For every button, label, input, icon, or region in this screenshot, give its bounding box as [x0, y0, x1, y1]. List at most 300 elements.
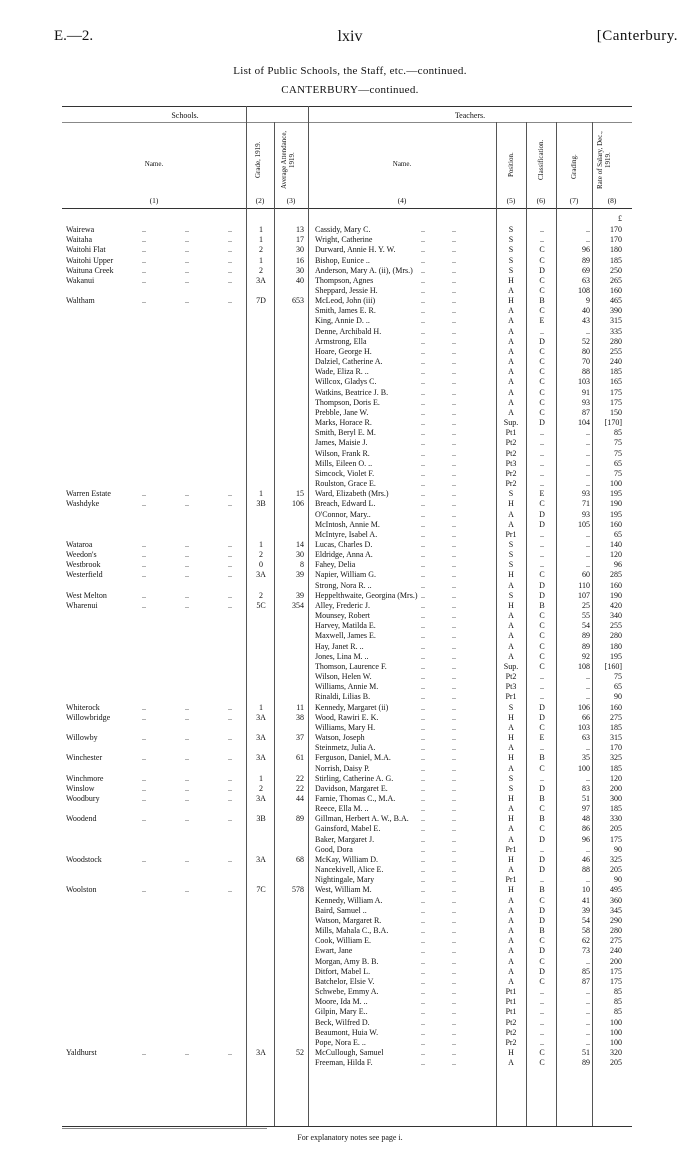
teacher-name: Simcock, Violet F. — [315, 468, 375, 478]
teacher-classification: C — [539, 804, 545, 814]
leader-dots: .. — [142, 1048, 146, 1057]
leader-dots: .. — [452, 854, 456, 864]
leader-dots: .. — [452, 479, 456, 488]
school-grade: 1 — [259, 255, 263, 265]
leader-dots: .. — [421, 773, 425, 783]
leader-dots: .. — [452, 600, 456, 610]
teacher-name: James, Maisie J. — [315, 438, 368, 448]
table-row — [0, 672, 700, 682]
school-name: Woodbury — [66, 794, 100, 803]
leader-dots: .. — [421, 1017, 425, 1027]
teacher-name: Gilpin, Mary E.. — [315, 1007, 368, 1017]
leader-dots: .. — [185, 814, 189, 824]
teacher-salary: 325 — [610, 753, 622, 763]
table-row — [0, 489, 700, 499]
teacher-salary: 335 — [610, 326, 622, 336]
teacher-grading: 62 — [582, 936, 590, 946]
leader-dots: .. — [142, 560, 146, 570]
table-row — [0, 987, 700, 997]
average-attendance: 13 — [296, 225, 304, 234]
school-name: Woodend — [66, 814, 97, 824]
school-name: Waitohi Flat — [66, 245, 106, 255]
leader-dots: .. — [228, 712, 232, 722]
teacher-classification: .. — [540, 479, 544, 488]
teacher-grading: 88 — [582, 865, 590, 875]
teacher-classification: .. — [540, 1027, 544, 1037]
leader-dots: .. — [185, 225, 189, 234]
leader-dots: .. — [142, 702, 146, 712]
teacher-salary: 290 — [610, 915, 622, 925]
leader-dots: .. — [185, 255, 189, 265]
table-row — [0, 824, 700, 834]
school-name: Winchester — [66, 753, 103, 763]
teacher-salary: 265 — [610, 275, 622, 285]
teacher-classification: .. — [540, 682, 544, 692]
teacher-classification: C — [539, 824, 545, 834]
leader-dots: .. — [452, 590, 456, 600]
teacher-grading: 41 — [582, 895, 590, 905]
teacher-classification: D — [539, 336, 545, 346]
teacher-classification: .. — [540, 438, 544, 448]
table-bottom-rule — [62, 1126, 632, 1127]
table-row — [0, 621, 700, 631]
table-row — [0, 337, 700, 347]
leader-dots: .. — [452, 418, 456, 427]
leader-dots: .. — [452, 956, 456, 966]
teacher-salary: 140 — [610, 540, 622, 549]
salary-header: Rate of Salary, Dec., 1919. — [596, 131, 612, 189]
leader-dots: .. — [421, 438, 425, 448]
school-grade: 2 — [259, 245, 263, 255]
teacher-classification: D — [539, 783, 545, 793]
teacher-position: A — [508, 905, 514, 915]
teacher-classification: .. — [540, 997, 544, 1007]
teacher-classification: C — [539, 631, 545, 641]
teacher-classification: B — [539, 885, 545, 895]
teacher-name: Bishop, Eunice .. — [315, 255, 370, 265]
teacher-salary: 170 — [610, 743, 622, 753]
teacher-name: Ditfort, Mabel L. — [315, 966, 371, 976]
school-grade: 1 — [259, 235, 263, 245]
teacher-position: Pr2 — [505, 1037, 517, 1047]
teacher-name: Gainsford, Mabel E. — [315, 824, 381, 834]
teacher-position: A — [508, 966, 514, 976]
school-grade: 1 — [259, 540, 263, 549]
teacher-classification: C — [539, 255, 545, 265]
header-bottom-rule — [62, 208, 632, 209]
teacher-classification: C — [539, 367, 545, 377]
teacher-classification: D — [539, 580, 545, 590]
table-row — [0, 377, 700, 387]
table-row — [0, 703, 700, 713]
teacher-grading: .. — [586, 773, 590, 783]
teacher-salary: 65 — [614, 458, 622, 468]
teacher-position: H — [508, 1048, 514, 1057]
school-name: Wharenui — [66, 600, 98, 610]
teacher-position: Pt3 — [505, 682, 517, 692]
average-attendance: 22 — [296, 773, 304, 783]
leader-dots: .. — [452, 631, 456, 641]
school-grade: 3A — [256, 712, 266, 722]
teacher-salary: 85 — [614, 997, 622, 1007]
leader-dots: .. — [421, 428, 425, 438]
grading-header: Grading. — [570, 154, 578, 180]
teacher-classification: E — [539, 316, 545, 326]
teacher-position: A — [508, 651, 514, 661]
teacher-position: S — [508, 540, 514, 549]
teacher-position: A — [508, 926, 514, 935]
table-row — [0, 286, 700, 296]
teacher-classification: .. — [540, 540, 544, 549]
teacher-name: Wright, Catherine — [315, 235, 373, 245]
leader-dots: .. — [452, 865, 456, 875]
teacher-classification: .. — [540, 1037, 544, 1047]
teacher-classification: C — [539, 245, 545, 255]
leader-dots: .. — [185, 275, 189, 285]
teacher-name: McIntyre, Isabel A. — [315, 529, 378, 539]
school-name: Wakanui — [66, 275, 95, 285]
teacher-grading: .. — [586, 844, 590, 854]
leader-dots: .. — [228, 1048, 232, 1057]
leader-dots: .. — [452, 397, 456, 407]
table-row — [0, 398, 700, 408]
leader-dots: .. — [452, 357, 456, 367]
teacher-classification: D — [539, 519, 545, 529]
teacher-name: Watson, Joseph — [315, 733, 365, 742]
table-row — [0, 814, 700, 824]
table-row — [0, 520, 700, 530]
leader-dots: .. — [185, 560, 189, 570]
teacher-grading: .. — [586, 1007, 590, 1017]
teacher-name: Baker, Margaret J. — [315, 834, 375, 844]
leader-dots: .. — [228, 225, 232, 234]
teacher-name: Smith, Beryl E. M. — [315, 428, 376, 438]
school-grade: 3A — [256, 794, 266, 803]
teacher-position: A — [508, 743, 514, 753]
table-row — [0, 347, 700, 357]
teacher-grading: .. — [586, 540, 590, 549]
teacher-salary: 100 — [610, 1037, 622, 1047]
school-name: Woodstock — [66, 854, 102, 864]
school-grade: 3B — [256, 499, 266, 509]
leader-dots: .. — [142, 590, 146, 600]
teacher-grading: 106 — [578, 702, 590, 712]
teacher-name: Dalziel, Catherine A. — [315, 357, 383, 367]
teacher-position: A — [508, 316, 514, 326]
leader-dots: .. — [421, 235, 425, 245]
teacher-salary: 250 — [610, 265, 622, 275]
teacher-classification: D — [539, 966, 545, 976]
teacher-salary: 85 — [614, 428, 622, 438]
teacher-salary: 65 — [614, 682, 622, 692]
teacher-classification: C — [539, 722, 545, 732]
teacher-salary: 90 — [614, 875, 622, 885]
teacher-grading: 66 — [582, 712, 590, 722]
leader-dots: .. — [421, 1007, 425, 1017]
school-name: Willowbridge — [66, 712, 111, 722]
teacher-position: H — [508, 733, 514, 742]
teacher-grading: .. — [586, 326, 590, 336]
leader-dots: .. — [452, 286, 456, 295]
teacher-grading: 88 — [582, 367, 590, 377]
teacher-salary: 280 — [610, 926, 622, 935]
teacher-name: Wood, Rawiri E. K. — [315, 712, 379, 722]
teacher-classification: .. — [540, 428, 544, 438]
leader-dots: .. — [452, 468, 456, 478]
teacher-salary: 100 — [610, 479, 622, 488]
leader-dots: .. — [421, 763, 425, 773]
teacher-grading: 100 — [578, 763, 590, 773]
teacher-salary: 240 — [610, 357, 622, 367]
teacher-grading: 97 — [582, 804, 590, 814]
school-name: Winchmore — [66, 773, 104, 783]
table-row — [0, 1018, 700, 1028]
teacher-name: O'Connor, Mary.. — [315, 509, 371, 519]
teacher-salary: 175 — [610, 966, 622, 976]
teacher-salary: 150 — [610, 407, 622, 417]
teacher-grading: 51 — [582, 1048, 590, 1057]
average-attendance: 30 — [296, 245, 304, 255]
leader-dots: .. — [452, 377, 456, 387]
table-row — [0, 469, 700, 479]
teacher-name: Prebble, Jane W. — [315, 407, 369, 417]
school-name: Westerfield — [66, 570, 103, 580]
teacher-grading: 69 — [582, 265, 590, 275]
teacher-classification: .. — [540, 773, 544, 783]
leader-dots: .. — [452, 834, 456, 844]
teacher-classification: D — [539, 509, 545, 519]
average-attendance: 16 — [296, 255, 304, 265]
leader-dots: .. — [452, 702, 456, 712]
teacher-name: Thompson, Doris E. — [315, 397, 380, 407]
leader-dots: .. — [421, 418, 425, 427]
leader-dots: .. — [228, 794, 232, 803]
teacher-classification: D — [539, 915, 545, 925]
leader-dots: .. — [452, 275, 456, 285]
average-attendance: 44 — [296, 794, 304, 803]
leader-dots: .. — [421, 844, 425, 854]
teacher-name: Watkins, Beatrice J. B. — [315, 387, 389, 397]
teacher-grading: 40 — [582, 306, 590, 316]
leader-dots: .. — [421, 804, 425, 814]
school-name: Wataroa — [66, 540, 93, 549]
leader-dots: .. — [421, 875, 425, 885]
teacher-grading: 46 — [582, 854, 590, 864]
teacher-position: Sup. — [503, 418, 519, 427]
teacher-salary: 185 — [610, 804, 622, 814]
teacher-classification: .. — [540, 1007, 544, 1017]
leader-dots: .. — [142, 540, 146, 549]
leader-dots: .. — [452, 976, 456, 986]
leader-dots: .. — [421, 326, 425, 336]
teacher-position: Pt2 — [505, 672, 517, 681]
teacher-grading: 89 — [582, 255, 590, 265]
leader-dots: .. — [421, 946, 425, 956]
school-grade: 2 — [259, 590, 263, 600]
leader-dots: .. — [185, 702, 189, 712]
leader-dots: .. — [142, 550, 146, 560]
teacher-grading: 55 — [582, 611, 590, 621]
school-grade: 2 — [259, 265, 263, 275]
leader-dots: .. — [452, 946, 456, 956]
teacher-classification: .. — [540, 529, 544, 539]
leader-dots: .. — [185, 600, 189, 610]
leader-dots: .. — [421, 296, 425, 306]
leader-dots: .. — [228, 885, 232, 895]
leader-dots: .. — [142, 570, 146, 580]
school-grade: 1 — [259, 489, 263, 499]
leader-dots: .. — [452, 1017, 456, 1027]
table-row — [0, 560, 700, 570]
table-row — [0, 784, 700, 794]
table-row — [0, 723, 700, 733]
table-row — [0, 438, 700, 448]
leader-dots: .. — [228, 296, 232, 306]
leader-dots: .. — [421, 743, 425, 753]
leader-dots: .. — [185, 733, 189, 742]
school-grade: 0 — [259, 560, 263, 570]
school-grade: 1 — [259, 225, 263, 234]
teacher-position: S — [508, 225, 514, 234]
teacher-salary: 185 — [610, 367, 622, 377]
teacher-position: A — [508, 824, 514, 834]
leader-dots: .. — [421, 600, 425, 610]
teacher-salary: 185 — [610, 763, 622, 773]
teacher-name: Schwebe, Emmy A. — [315, 987, 379, 996]
teacher-name: Hay, Janet R. .. — [315, 641, 364, 651]
teacher-position: A — [508, 336, 514, 346]
leader-dots: .. — [142, 265, 146, 275]
table-row — [0, 581, 700, 591]
teacher-name: Morgan, Amy B. B. — [315, 956, 379, 966]
leader-dots: .. — [452, 905, 456, 915]
leader-dots: .. — [421, 976, 425, 986]
teacher-classification: D — [539, 865, 545, 875]
school-grade: 3A — [256, 570, 266, 580]
teacher-salary: 195 — [610, 489, 622, 499]
teacher-grading: 86 — [582, 824, 590, 834]
teacher-salary: 315 — [610, 316, 622, 326]
teacher-salary: 340 — [610, 611, 622, 621]
leader-dots: .. — [421, 458, 425, 468]
teacher-salary: 160 — [610, 702, 622, 712]
teacher-classification: C — [539, 611, 545, 621]
leader-dots: .. — [421, 499, 425, 509]
leader-dots: .. — [421, 966, 425, 976]
table-row — [0, 357, 700, 367]
teacher-grading: .. — [586, 458, 590, 468]
average-attendance: 15 — [296, 489, 304, 499]
teacher-salary: 190 — [610, 499, 622, 509]
teacher-name: Williams, Mary H. — [315, 722, 376, 732]
table-row — [0, 388, 700, 398]
leader-dots: .. — [452, 367, 456, 377]
teacher-classification: D — [539, 854, 545, 864]
leader-dots: .. — [142, 245, 146, 255]
school-name: Waituna Creek — [66, 265, 114, 275]
school-name: Yaldhurst — [66, 1048, 97, 1057]
teacher-grading: 51 — [582, 794, 590, 803]
teacher-position: A — [508, 915, 514, 925]
teacher-position: S — [508, 255, 514, 265]
teacher-name: Mounsey, Robert — [315, 611, 371, 621]
leader-dots: .. — [452, 550, 456, 560]
leader-dots: .. — [142, 499, 146, 509]
table-row — [0, 540, 700, 550]
teacher-grading: 58 — [582, 926, 590, 935]
teacher-salary: 170 — [610, 235, 622, 245]
teacher-classification: B — [539, 296, 545, 306]
leader-dots: .. — [421, 997, 425, 1007]
table-row — [0, 682, 700, 692]
school-grade: 7C — [256, 885, 266, 895]
table-row — [0, 266, 700, 276]
column-number: (1) — [149, 196, 159, 205]
teacher-name: Kennedy, Margaret (ii) — [315, 702, 389, 712]
leader-dots: .. — [142, 600, 146, 610]
leader-dots: .. — [185, 590, 189, 600]
leader-dots: .. — [452, 753, 456, 763]
teacher-position: Pt2 — [505, 1017, 517, 1027]
table-row — [0, 408, 700, 418]
leader-dots: .. — [452, 966, 456, 976]
teacher-name: Moore, Ida M. .. — [315, 997, 368, 1007]
leader-dots: .. — [185, 245, 189, 255]
leader-dots: .. — [185, 783, 189, 793]
teacher-position: S — [508, 235, 514, 245]
teacher-classification: C — [539, 499, 545, 509]
leader-dots: .. — [452, 733, 456, 742]
leader-dots: .. — [452, 448, 456, 458]
teacher-name: Norrish, Daisy P. — [315, 763, 370, 773]
teacher-name: Nancekivell, Alice E. — [315, 865, 384, 875]
teacher-classification: .. — [540, 468, 544, 478]
teacher-grading: 96 — [582, 245, 590, 255]
leader-dots: .. — [228, 255, 232, 265]
teacher-grading: .. — [586, 550, 590, 560]
leader-dots: .. — [185, 794, 189, 803]
teacher-name: Beaumont, Huia W. — [315, 1027, 379, 1037]
teacher-salary: 100 — [610, 1027, 622, 1037]
teacher-name: Fahey, Delia — [315, 560, 356, 570]
leader-dots: .. — [452, 611, 456, 621]
page-subtitle: CANTERBURY—continued. — [281, 84, 419, 96]
teacher-classification: C — [539, 651, 545, 661]
teacher-classification: C — [539, 357, 545, 367]
leader-dots: .. — [452, 621, 456, 631]
teacher-grading: .. — [586, 560, 590, 570]
leader-dots: .. — [452, 682, 456, 692]
teacher-name: Durward, Annie H. Y. W. — [315, 245, 396, 255]
teacher-name: Ward, Elizabeth (Mrs.) — [315, 489, 389, 499]
leader-dots: .. — [421, 926, 425, 935]
teacher-salary: 175 — [610, 387, 622, 397]
leader-dots: .. — [185, 854, 189, 864]
teacher-name: Batchelor, Elsie V. — [315, 976, 375, 986]
table-row — [0, 1048, 700, 1058]
teacher-position: S — [508, 265, 514, 275]
teacher-position: A — [508, 722, 514, 732]
teacher-name: Thomson, Laurence F. — [315, 661, 387, 671]
leader-dots: .. — [452, 570, 456, 580]
teacher-classification: C — [539, 306, 545, 316]
teacher-position: H — [508, 814, 514, 824]
table-row — [0, 845, 700, 855]
teacher-classification: C — [539, 621, 545, 631]
leader-dots: .. — [142, 296, 146, 306]
teacher-position: S — [508, 489, 514, 499]
table-row — [0, 479, 700, 489]
